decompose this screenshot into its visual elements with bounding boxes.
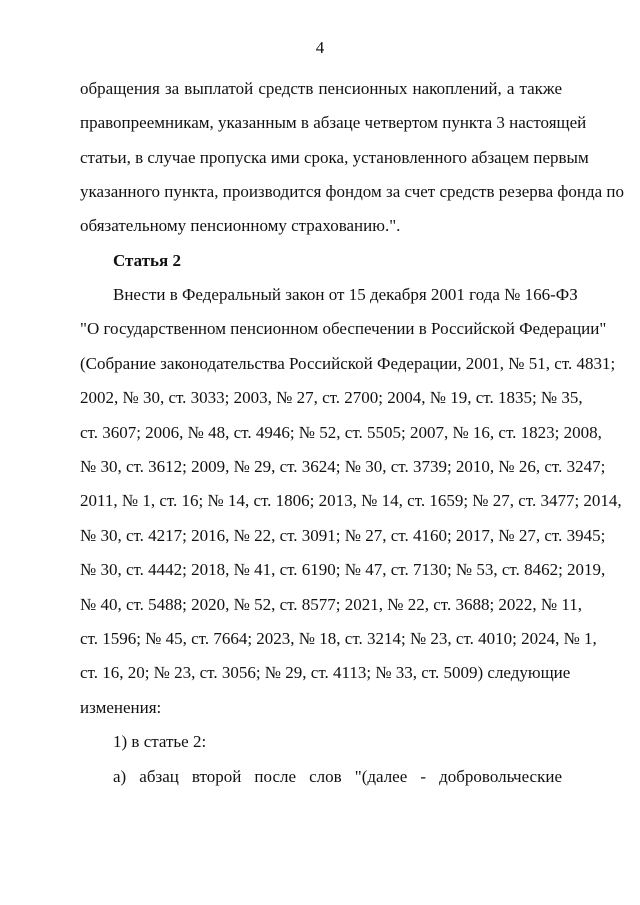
list-subitem: а) абзац второй после слов "(далее - добровольческие <box>113 767 562 786</box>
paragraph-line: указанного пункта, производится фондом за счет средств резерва фонда по <box>80 182 625 201</box>
paragraph-line: № 30, ст. 4442; 2018, № 41, ст. 6190; № 47, ст. 7130; № 53, ст. 8462; 2019, <box>80 560 606 579</box>
paragraph-line: № 40, ст. 5488; 2020, № 52, ст. 8577; 2021, № 22, ст. 3688; 2022, № 11, <box>80 595 583 614</box>
paragraph-line: Внести в Федеральный закон от 15 декабря 2001 года № 166-ФЗ <box>113 285 578 304</box>
paragraph-line: № 30, ст. 3612; 2009, № 29, ст. 3624; № 30, ст. 3739; 2010, № 26, ст. 3247; <box>80 457 606 476</box>
article-heading: Статья 2 <box>113 251 181 270</box>
page-number: 4 <box>315 38 325 57</box>
paragraph-line: изменения: <box>80 698 162 717</box>
list-item: 1) в статье 2: <box>113 732 207 751</box>
paragraph-line: ст. 16, 20; № 23, ст. 3056; № 29, ст. 4113; № 33, ст. 5009) следующие <box>80 663 571 682</box>
paragraph-line: (Собрание законодательства Российской Федерации, 2001, № 51, ст. 4831; <box>80 354 616 373</box>
paragraph-line: 2002, № 30, ст. 3033; 2003, № 27, ст. 2700; 2004, № 19, ст. 1835; № 35, <box>80 388 583 407</box>
paragraph-line: 2011, № 1, ст. 16; № 14, ст. 1806; 2013, № 14, ст. 1659; № 27, ст. 3477; 2014, <box>80 491 622 510</box>
paragraph-line: правопреемникам, указанным в абзаце четвертом пункта 3 настоящей <box>80 113 587 132</box>
paragraph-line: статьи, в случае пропуска ими срока, установленного абзацем первым <box>80 148 589 167</box>
paragraph-line: ст. 1596; № 45, ст. 7664; 2023, № 18, ст. 3214; № 23, ст. 4010; 2024, № 1, <box>80 629 597 648</box>
paragraph-line: "О государственном пенсионном обеспечении в Российской Федерации" <box>80 319 607 338</box>
paragraph-line: обращения за выплатой средств пенсионных накоплений, а также <box>80 79 562 98</box>
paragraph-line: № 30, ст. 4217; 2016, № 22, ст. 3091; № 27, ст. 4160; 2017, № 27, ст. 3945; <box>80 526 606 545</box>
paragraph-line: ст. 3607; 2006, № 48, ст. 4946; № 52, ст. 5505; 2007, № 16, ст. 1823; 2008, <box>80 423 602 442</box>
paragraph-line: обязательному пенсионному страхованию.". <box>80 216 401 235</box>
